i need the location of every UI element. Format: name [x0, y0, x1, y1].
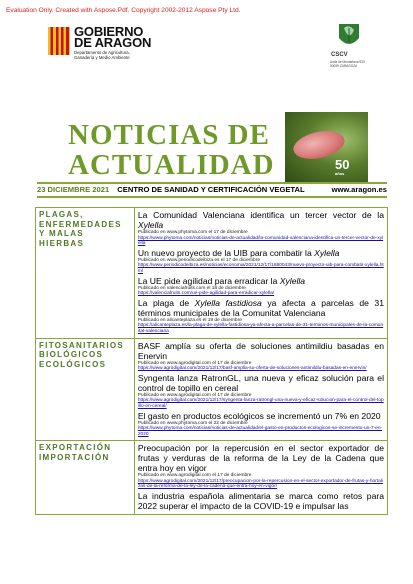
headline-text: La Comunidad Valenciana identifica un tercer vector de la	[137, 210, 384, 220]
insect-photo	[285, 112, 368, 182]
gov-dept	[74, 50, 130, 60]
news-headline[interactable]	[138, 248, 384, 258]
gov-name-line1: GOBIERNO	[74, 24, 144, 39]
news-item	[138, 248, 384, 275]
news-headline[interactable]	[138, 341, 384, 361]
cscv-address-line2: 50059 ZARAGOZA	[330, 64, 358, 68]
cscv-address-line1: Avda de Montañana 930	[330, 60, 365, 64]
headline-text: BASF amplía su oferta de soluciones antimildiu basadas en Enervin	[137, 340, 384, 361]
news-url[interactable]: https://www.phytoma.com/noticias/noticias-de-actualidad/la-comunidad-valenciana-identifica-un-tercer-vector-de-xylella	[137, 235, 384, 247]
headline-italic: Xylella	[279, 275, 306, 286]
news-item	[138, 443, 384, 490]
news-section-row	[36, 338, 388, 441]
news-url[interactable]: https://alicanteplaza.es/la-plaga-de-xylella-fastidiosa-ya-afecta-a-parcelas-de-31-terminos-municipales-de-la-comunitat-valenciana	[137, 323, 384, 334]
news-url[interactable]: https://valenciafruits.com/ue-pide-agilidad-para-erradicar-xylella/	[137, 291, 275, 297]
news-item	[138, 411, 384, 438]
news-item	[138, 491, 384, 511]
news-source: Publicado en valenciafruits.com el 18 de diciembre	[137, 285, 246, 291]
section-items	[134, 338, 387, 441]
gov-name-line2: DE ARAGON	[74, 35, 152, 50]
news-url[interactable]: https://www.agrodigital.com/2021/12/17/preocupacion-por-la-repercusion-en-el-sector-exportador-de-frutas-y-hortalizas-de-la-reforma-de-la-ley-de-la-cadena-que-entra-hoy-en-vigor/	[137, 478, 383, 490]
news-headline[interactable]	[138, 373, 384, 393]
gov-dept-line2: Ganadería y Medio Ambiente	[74, 55, 130, 60]
news-item	[138, 210, 384, 247]
news-item	[138, 276, 384, 297]
news-source: Publicado en www.periodicodeibiza.es el 17 de diciembre	[137, 257, 260, 263]
gov-dept-line1: Departamento de Agricultura,	[74, 50, 130, 55]
news-source: Publicado en alicanteplaza.es el 19 de diciembre	[137, 317, 242, 323]
news-source: Publicado en www.agrodigital.com el 17 de diciembre	[137, 392, 252, 398]
section-items	[134, 208, 387, 339]
center-name: CENTRO DE SANIDAD Y CERTIFICACIÓN VEGETAL	[117, 185, 305, 194]
news-headline[interactable]	[138, 443, 384, 473]
title-line2: ACTUALIDAD	[68, 149, 275, 181]
aragon-flag-icon	[48, 27, 70, 55]
news-url[interactable]: https://www.phytoma.com/noticias/noticias-de-actualidad/el-gasto-en-productos-ecologicos-se-incremento-un-7-en-2020	[137, 426, 383, 437]
news-url[interactable]: https://www.agrodigital.com/2021/12/17/syngenta-lanza-ratrongl-una-nueva-y-eficaz-solucion-para-el-control-del-topillo-en-cereal/	[137, 398, 384, 409]
news-source: Publicado en www.agrodigital.com el 17 de diciembre	[137, 360, 252, 366]
gov-name	[74, 26, 151, 48]
anniversary-badge	[335, 158, 349, 176]
page-title	[68, 120, 275, 180]
section-category: FITOSANITARIOS BIOLÓGICOS ECOLÓGICOS	[36, 338, 135, 441]
headline-text: La plaga de	[137, 297, 195, 308]
headline-text: La industria española alimentaria se marca como retos para 2022 superar el impacto de la COVID-19 e impulsar las	[137, 491, 384, 512]
evaluation-watermark: Evaluation Only. Created with Aspose.Pdf. Copyright 2002-2012 Aspose Pty Ltd.	[6, 7, 241, 14]
cscv-emblem-icon	[336, 22, 362, 50]
news-source: Publicado en www.phytoma.com el 17 de diciembre	[137, 230, 248, 235]
news-source: Publicado en www.agrodigital.com el 17 de diciembre	[137, 473, 252, 479]
anniversary-sub: años	[335, 171, 345, 176]
section-category: PLAGAS, ENFERMEDADES Y MALAS HIERBAS	[36, 208, 135, 339]
headline-text: Syngenta lanza RatronGL, una nueva y eficaz solución para el control de topillo en cereal	[137, 372, 384, 393]
cscv-label: CSCV	[331, 52, 348, 58]
news-section-row	[36, 441, 388, 515]
cscv-logo	[330, 22, 385, 70]
headline-italic: Xylella fastidiosa	[194, 297, 262, 308]
news-section-row	[36, 208, 388, 339]
headline-italic: Xylella	[314, 247, 340, 258]
news-url[interactable]: https://www.agrodigital.com/2021/12/17/basf-amplia-su-oferta-de-soluciones-antimildiu-basadas-en-enervin/	[137, 366, 367, 372]
dateline	[37, 185, 387, 194]
news-table	[35, 207, 388, 515]
anniversary-number: 50	[335, 157, 350, 172]
cscv-address	[330, 60, 365, 68]
news-item	[138, 298, 384, 335]
news-headline[interactable]	[138, 298, 384, 318]
news-item	[138, 373, 384, 410]
bottom-divider	[37, 196, 387, 198]
website-link[interactable]: www.aragon.es	[331, 185, 387, 194]
news-source: Publicado en www.phytoma.com el 22 de diciembre	[137, 420, 248, 426]
section-category: EXPORTACIÓN IMPORTACIÓN	[36, 441, 135, 515]
headline-text: El gasto en productos ecológicos se incrementó un 7% en 2020	[137, 410, 381, 421]
news-headline[interactable]	[138, 411, 384, 421]
section-items	[134, 441, 387, 515]
headline-text-end: ya afecta a parcelas de 31 términos municipales de la Comunitat Valenciana	[137, 297, 384, 318]
news-headline[interactable]	[138, 491, 384, 511]
headline-italic: Xylella	[137, 220, 164, 230]
news-item	[138, 341, 384, 372]
headline-text: Un nuevo proyecto de la UIB para combatir la	[137, 247, 315, 258]
title-line1: NOTICIAS DE	[68, 119, 270, 151]
headline-text: La UE pide agilidad para erradicar la	[137, 275, 280, 286]
news-headline[interactable]	[138, 210, 384, 230]
issue-date: 23 DICIEMBRE 2021	[37, 185, 110, 194]
news-url[interactable]: https://www.periodicodeibiza.es/noticias/economia/2021/12/17/1680043/nuevo-proyecto-uib-para-combatir-xylella.html	[137, 263, 384, 274]
top-divider	[37, 182, 387, 184]
news-headline[interactable]	[138, 276, 384, 286]
headline-text: Preocupación por la repercusión en el sector exportador de frutas y verduras de la reforma de la Ley de la Cadena que entra hoy en vigor	[137, 443, 384, 474]
